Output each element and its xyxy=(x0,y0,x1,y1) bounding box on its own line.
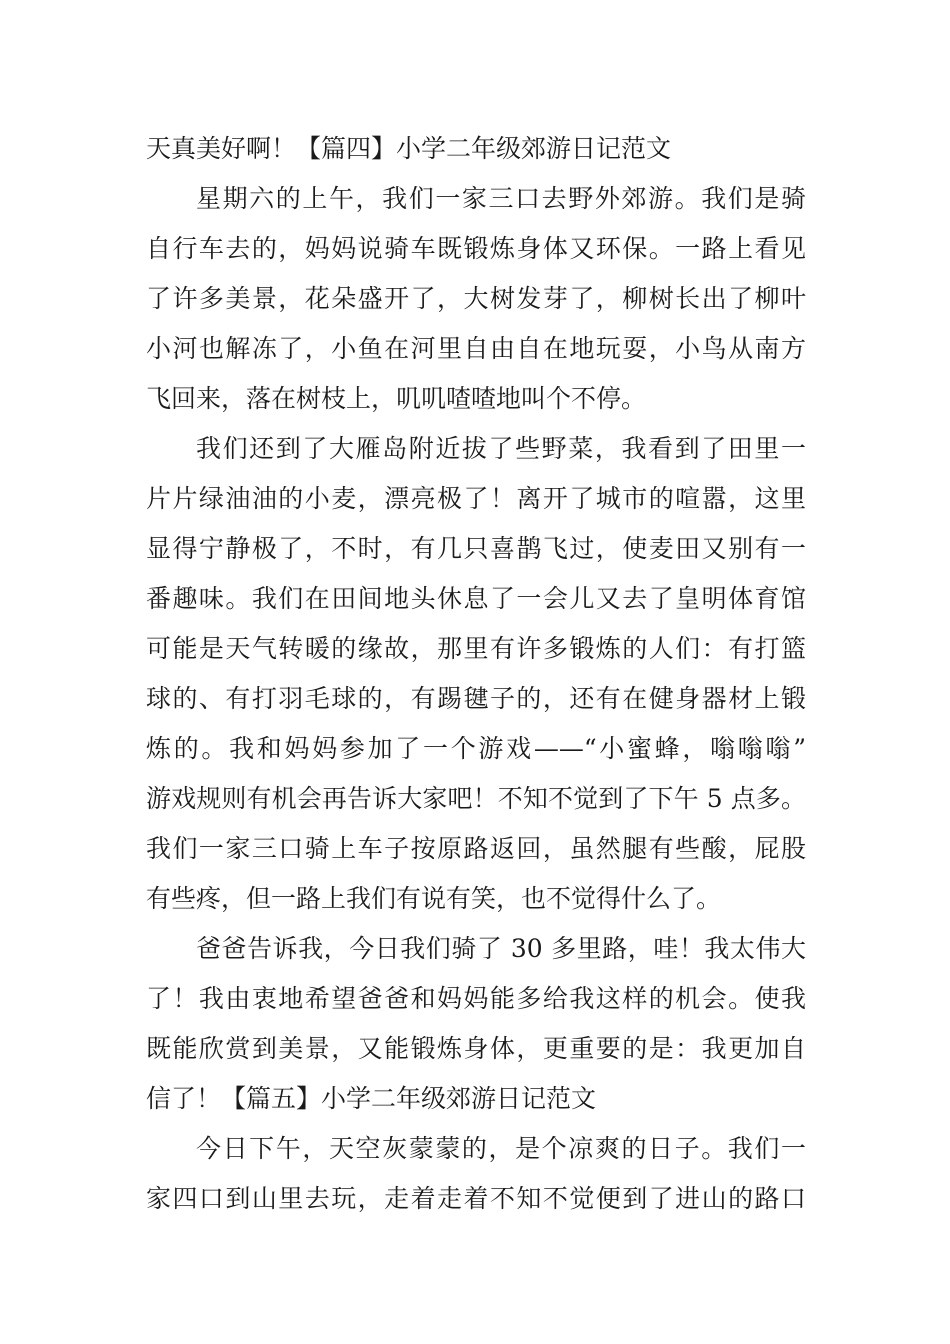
text-line: 了许多美景，花朵盛开了，大树发芽了，柳树长出了柳叶 xyxy=(146,284,806,313)
text-line: 自行车去的，妈妈说骑车既锻炼身体又环保。一路上看见 xyxy=(146,234,806,263)
text-line: 星期六的上午，我们一家三口去野外郊游。我们是骑 xyxy=(196,184,806,213)
body-text xyxy=(146,124,806,1224)
text-line: 炼的。我和妈妈参加了一个游戏——“小蜜蜂，嗡嗡嗡” xyxy=(146,734,806,763)
text-line: 游戏规则有机会再告诉大家吧！不知不觉到了下午 5 点多。 xyxy=(146,784,806,813)
text-line: 我们还到了大雁岛附近拔了些野菜，我看到了田里一 xyxy=(196,434,806,463)
text-line: 小河也解冻了，小鱼在河里自由自在地玩耍，小鸟从南方 xyxy=(146,334,806,363)
text-line: 信了！【篇五】小学二年级郊游日记范文 xyxy=(146,1084,597,1113)
text-line: 我们一家三口骑上车子按原路返回，虽然腿有些酸，屁股 xyxy=(146,834,806,863)
text-line: 今日下午，天空灰蒙蒙的，是个凉爽的日子。我们一 xyxy=(196,1134,806,1163)
text-line: 爸爸告诉我，今日我们骑了 30 多里路，哇！我太伟大 xyxy=(196,934,806,963)
text-line: 球的、有打羽毛球的，有踢毽子的，还有在健身器材上锻 xyxy=(146,684,806,713)
text-line: 显得宁静极了，不时，有几只喜鹊飞过，使麦田又别有一 xyxy=(146,534,806,563)
text-line: 番趣味。我们在田间地头休息了一会儿又去了皇明体育馆 xyxy=(146,584,806,613)
text-line: 飞回来，落在树枝上，叽叽喳喳地叫个不停。 xyxy=(146,384,647,413)
text-line: 有些疼，但一路上我们有说有笑，也不觉得什么了。 xyxy=(146,884,722,913)
text-line: 家四口到山里去玩，走着走着不知不觉便到了进山的路口 xyxy=(146,1184,806,1213)
text-line: 既能欣赏到美景，又能锻炼身体，更重要的是：我更加自 xyxy=(146,1034,806,1063)
text-line: 可能是天气转暖的缘故，那里有许多锻炼的人们：有打篮 xyxy=(146,634,806,663)
text-line: 了！我由衷地希望爸爸和妈妈能多给我这样的机会。使我 xyxy=(146,984,806,1013)
text-line: 片片绿油油的小麦，漂亮极了！离开了城市的喧嚣，这里 xyxy=(146,484,806,513)
text-line: 天真美好啊！【篇四】小学二年级郊游日记范文 xyxy=(146,134,672,163)
